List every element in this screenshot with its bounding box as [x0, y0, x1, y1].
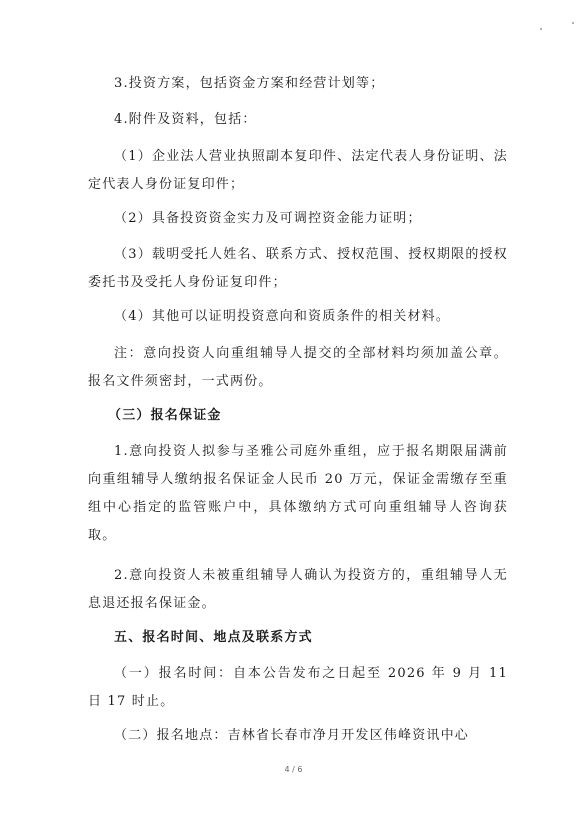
- paragraph-item-2: （2）具备投资资金实力及可调控资金能力证明；: [114, 211, 422, 226]
- paragraph-attachments-intro: 4.附件及资料，包括：: [114, 112, 257, 127]
- paragraph-note: 注：意向投资人向重组辅导人提交的全部材料均须加盖公章。报名文件须密封，一式两份。: [88, 346, 508, 389]
- section-heading-deposit: （三）报名保证金: [108, 408, 222, 423]
- scan-speck: [572, 22, 574, 24]
- paragraph-item-1: （1）企业法人营业执照副本复印件、法定代表人身份证明、法定代表人身份证复印件；: [88, 149, 508, 192]
- paragraph-investment-plan: 3.投资方案，包括资金方案和经营计划等；: [114, 76, 385, 91]
- section-heading-registration: 五、报名时间、地点及联系方式: [114, 630, 313, 645]
- scan-speck: [540, 28, 542, 30]
- paragraph-item-4: （4）其他可以证明投资意向和资质条件的相关材料。: [114, 309, 451, 324]
- paragraph-registration-location: （二）报名地点：吉林省长春市净月开发区伟峰资讯中心: [114, 728, 470, 743]
- paragraph-item-3: （3）载明受托人姓名、联系方式、授权范围、授权期限的授权委托书及受托人身份证复印件；: [88, 247, 508, 290]
- paragraph-deposit-1: 1.意向投资人拟参与圣雅公司庭外重组，应于报名期限届满前向重组辅导人缴纳报名保证金人民币 20 万元，保证金需缴存至重组中心指定的监管账户中，具体缴纳方式可向重组辅导人咨询获取。: [88, 444, 508, 543]
- page-number: 4 / 6: [284, 765, 303, 774]
- paragraph-registration-time: （一）报名时间：自本公告发布之日起至 2026 年 9 月 11 日 17 时止。: [88, 666, 508, 709]
- paragraph-deposit-2: 2.意向投资人未被重组辅导人确认为投资方的，重组辅导人无息退还报名保证金。: [88, 568, 508, 611]
